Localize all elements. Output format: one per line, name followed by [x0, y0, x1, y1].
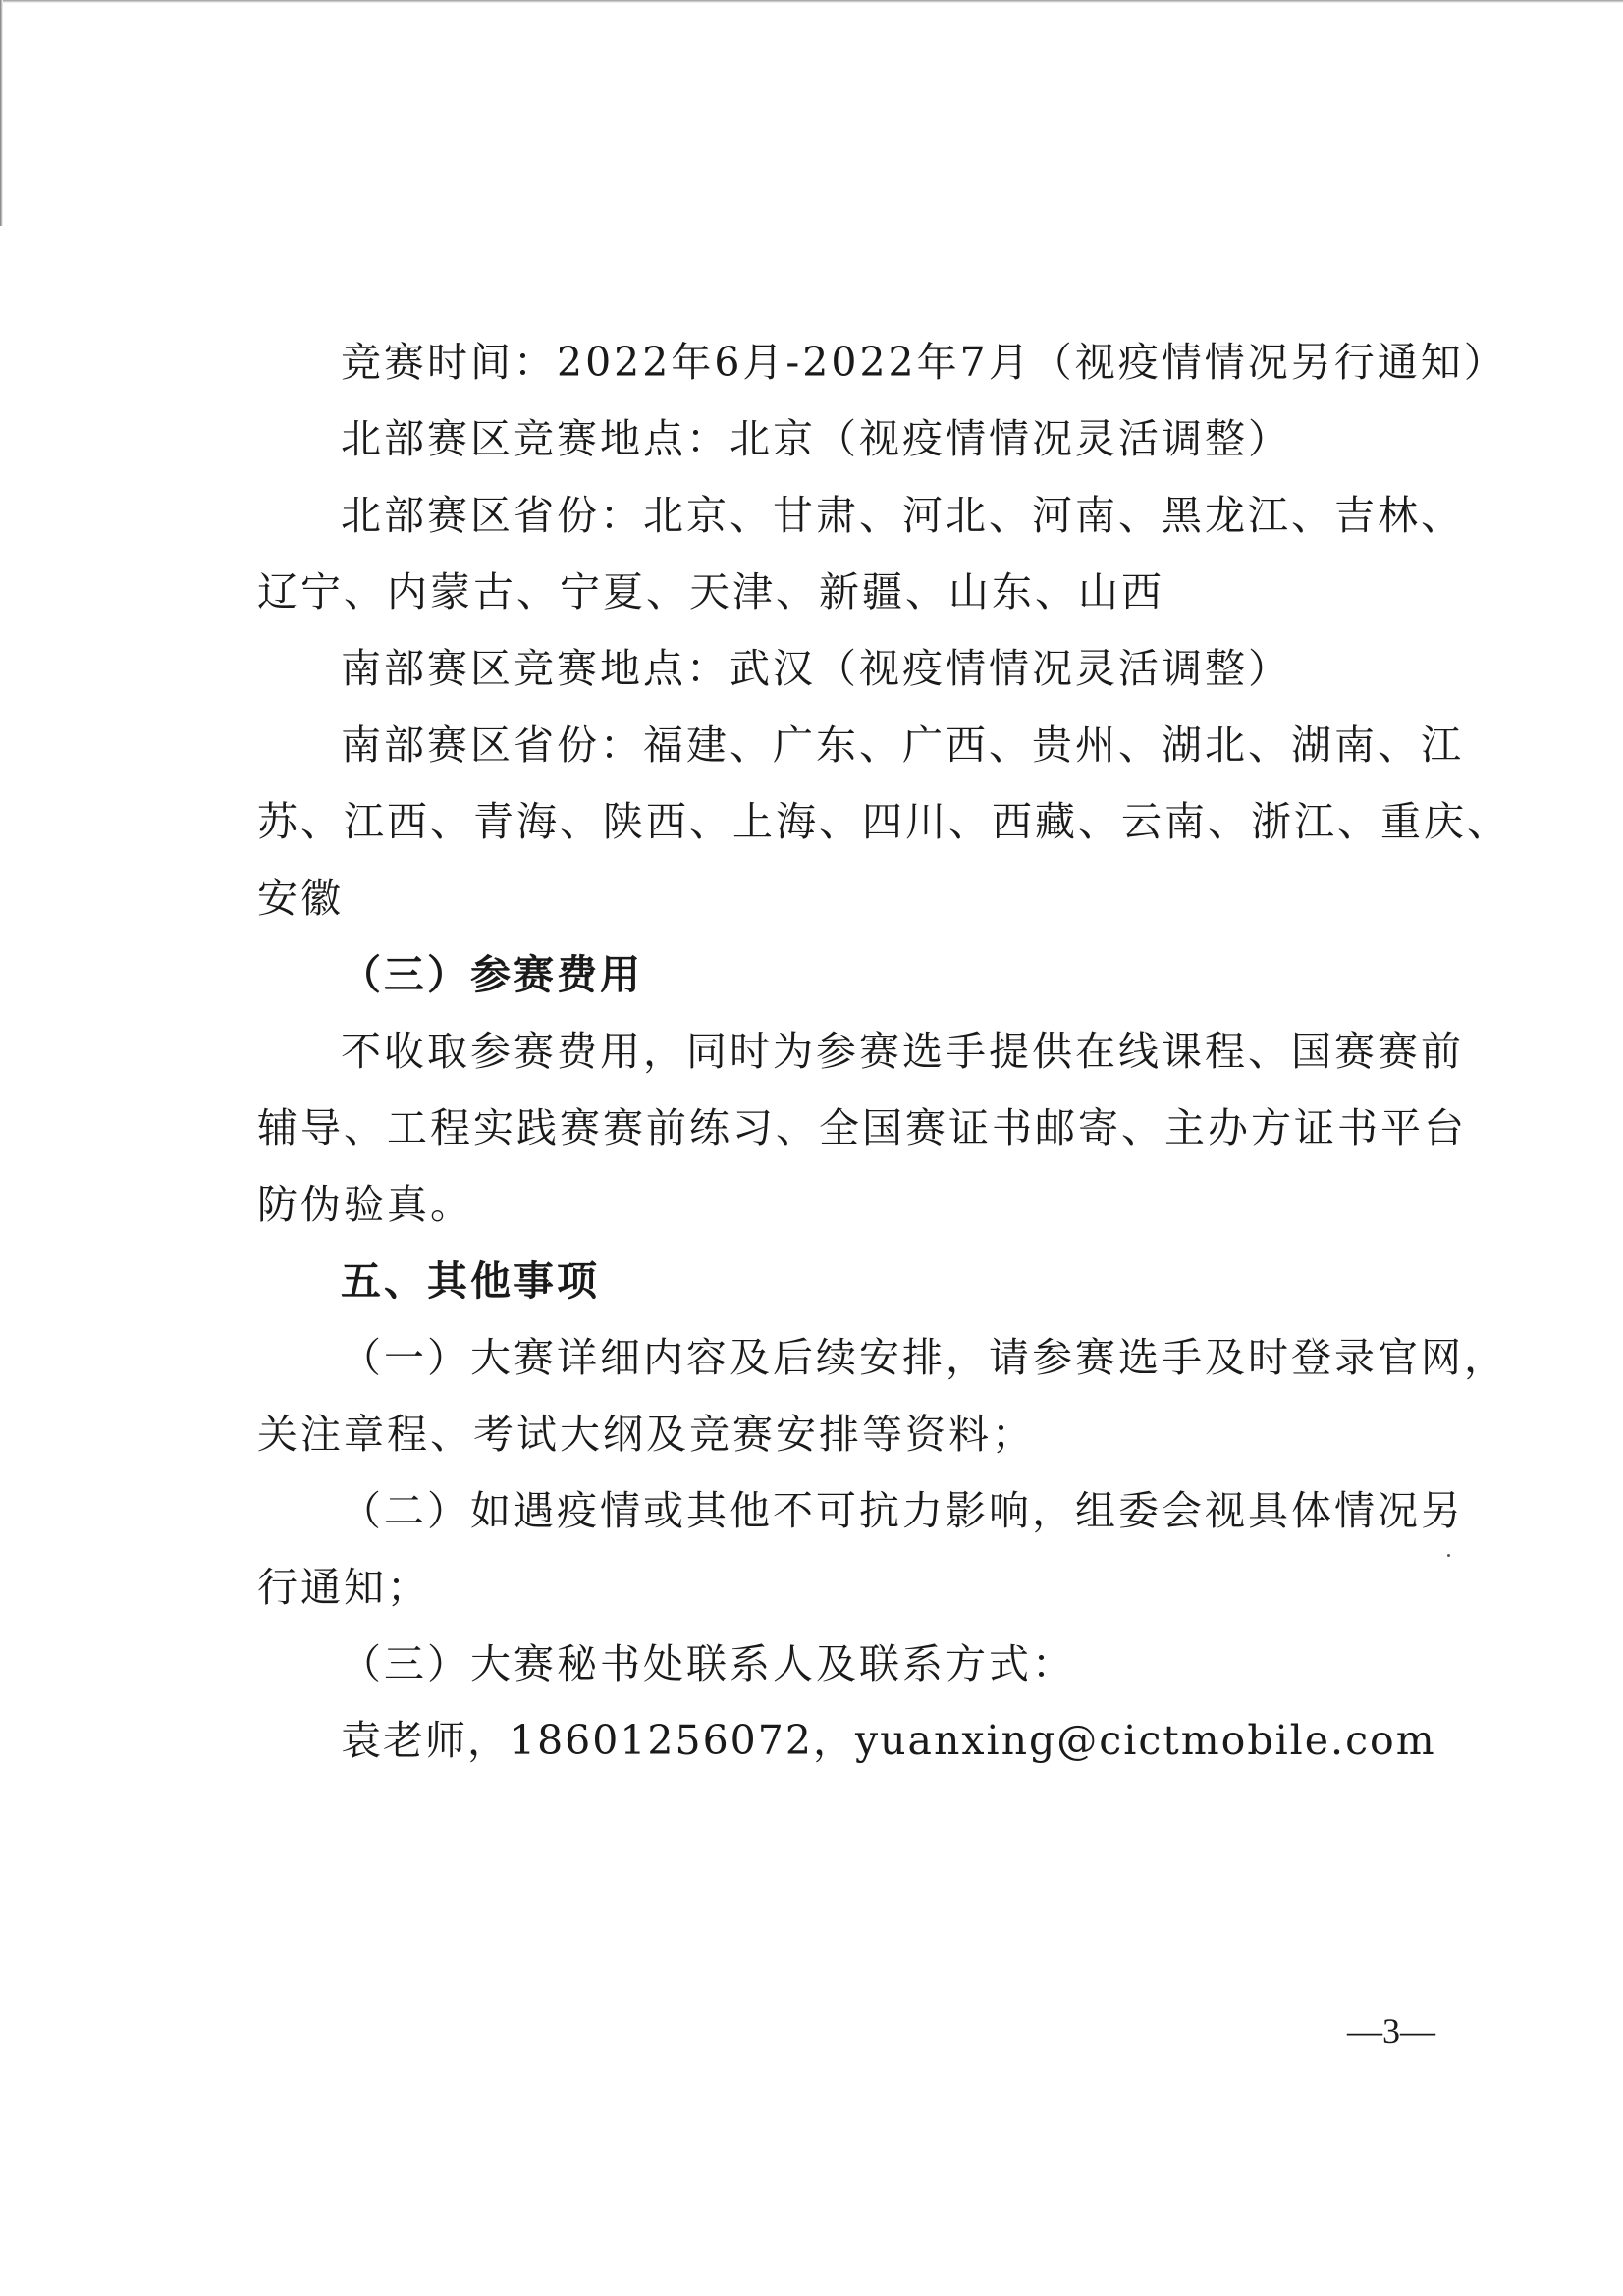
- matter-1-line-1: （一）大赛详细内容及后续安排，请参赛选手及时登录官网，: [341, 1334, 1507, 1381]
- fees-heading: （三）参赛费用: [341, 951, 643, 998]
- document-body: [257, 324, 1510, 1779]
- north-provinces-line-2: 辽宁、内蒙古、宁夏、天津、新疆、山东、山西: [257, 568, 1164, 615]
- north-venue: 北部赛区竞赛地点：北京（视疫情情况灵活调整）: [341, 415, 1291, 462]
- contact-info: 袁老师，18601256072，yuanxing@cictmobile.com: [341, 1717, 1436, 1764]
- matter-3: （三）大赛秘书处联系人及联系方式：: [341, 1640, 1075, 1687]
- scan-edge-top: [0, 0, 1623, 3]
- south-venue: 南部赛区竞赛地点：武汉（视疫情情况灵活调整）: [341, 645, 1291, 692]
- fees-paragraph-line-1: 不收取参赛费用，同时为参赛选手提供在线课程、国赛赛前: [341, 1028, 1464, 1075]
- matter-2-line-2: 行通知；: [257, 1564, 430, 1611]
- other-matters-heading: 五、其他事项: [341, 1257, 600, 1305]
- page-number: —3—: [1347, 2011, 1435, 2051]
- scan-speck: [1447, 1554, 1450, 1557]
- fees-paragraph-line-2: 辅导、工程实践赛赛前练习、全国赛证书邮寄、主办方证书平台: [257, 1104, 1467, 1151]
- scan-edge-left: [0, 0, 3, 226]
- south-provinces-line-1: 南部赛区省份：福建、广东、广西、贵州、湖北、湖南、江: [341, 721, 1464, 769]
- competition-time: 竞赛时间：2022年6月-2022年7月（视疫情情况另行通知）: [341, 339, 1507, 386]
- matter-2-line-1: （二）如遇疫情或其他不可抗力影响，组委会视具体情况另: [341, 1487, 1464, 1534]
- fees-paragraph-line-3: 防伪验真。: [257, 1181, 473, 1228]
- north-provinces-line-1: 北部赛区省份：北京、甘肃、河北、河南、黑龙江、吉林、: [341, 492, 1464, 539]
- south-provinces-line-2: 苏、江西、青海、陕西、上海、四川、西藏、云南、浙江、重庆、: [257, 798, 1510, 845]
- matter-1-line-2: 关注章程、考试大纲及竞赛安排等资料；: [257, 1411, 1035, 1458]
- south-provinces-line-3: 安徽: [257, 875, 344, 922]
